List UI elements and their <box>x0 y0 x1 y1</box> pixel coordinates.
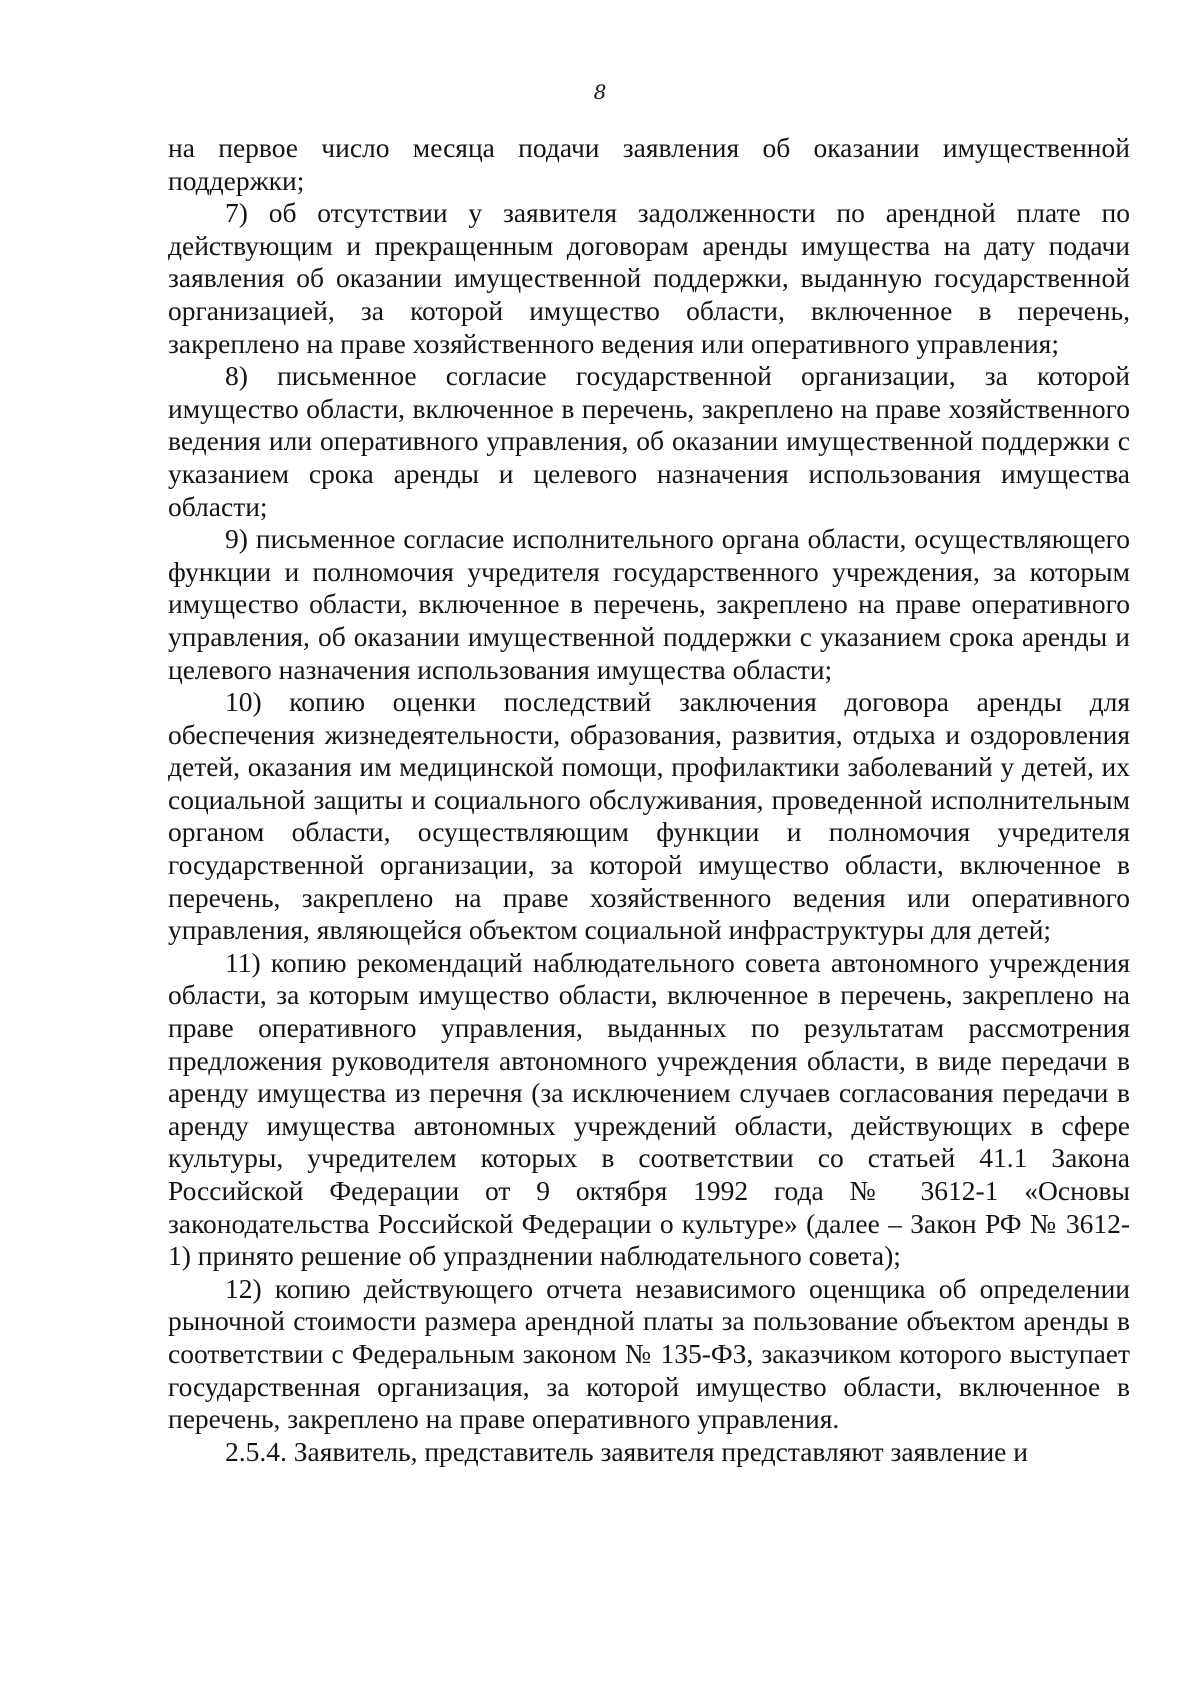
document-body <box>168 132 1130 1468</box>
paragraph-item-8: 8) письменное согласие государственной организации, за которой имущество области, включенное в перечень, закреплено на праве хозяйственного ведения или оперативного управления, об оказании имущественной поддержки с указанием срока аренды и целевого назначения использования имущества области; <box>168 360 1130 522</box>
paragraph-item-7: 7) об отсутствии у заявителя задолженности по арендной плате по действующим и прекращенным договорам аренды имущества на дату подачи заявления об оказании имущественной поддержки, выданную государственной организацией, за которой имущество области, включенное в перечень, закреплено на праве хозяйственного ведения или оперативного управления; <box>168 197 1130 359</box>
paragraph-item-9: 9) письменное согласие исполнительного органа области, осуществляющего функции и полномочия учредителя государственного учреждения, за которым имущество области, включенное в перечень, закреплено на праве оперативного управления, об оказании имущественной поддержки с указанием срока аренды и целевого назначения использования имущества области; <box>168 523 1130 685</box>
paragraph-section-2-5-4: 2.5.4. Заявитель, представитель заявителя представляют заявление и <box>225 1435 1028 1467</box>
paragraph-item-10: 10) копию оценки последствий заключения договора аренды для обеспечения жизнедеятельности, образования, развития, отдыха и оздоровления детей, оказания им медицинской помощи, профилактики заболеваний у детей, их социальной защиты и социального обслуживания, проведенной исполнительным органом области, осуществляющим функции и полномочия учредителя государственной организации, за которой имущество области, включенное в перечень, закреплено на праве хозяйственного ведения или оперативного управления, являющейся объектом социальной инфраструктуры для детей; <box>168 686 1130 946</box>
paragraph-item-12: 12) копию действующего отчета независимого оценщика об определении рыночной стоимости размера арендной платы за пользование объектом аренды в соответствии с Федеральным законом № 135-ФЗ, заказчиком которого выступает государственная организация, за которой имущество области, включенное в перечень, закреплено на праве оперативного управления. <box>168 1272 1130 1435</box>
paragraph-continuation: на первое число месяца подачи заявления об оказании имущественной поддержки; <box>168 132 1130 196</box>
paragraph-item-11: 11) копию рекомендаций наблюдательного совета автономного учреждения области, за которым имущество области, включенное в перечень, закреплено на праве оперативного управления, выданных по результатам рассмотрения предложения руководителя автономного учреждения области, в виде передачи в аренду имущества из перечня (за исключением случаев согласования передачи в аренду имущества автономных учреждений области, действующих в сфере культуры, учредителем которых в соответствии со статьей 41.1 Закона Российской Федерации от 9 октября 1992 года № 3612-1 «Основы законодательства Российской Федерации о культуре» (далее – Закон РФ № 3612-1) принято решение об упразднении наблюдательного совета); <box>168 946 1130 1272</box>
page-number: 8 <box>593 80 607 104</box>
